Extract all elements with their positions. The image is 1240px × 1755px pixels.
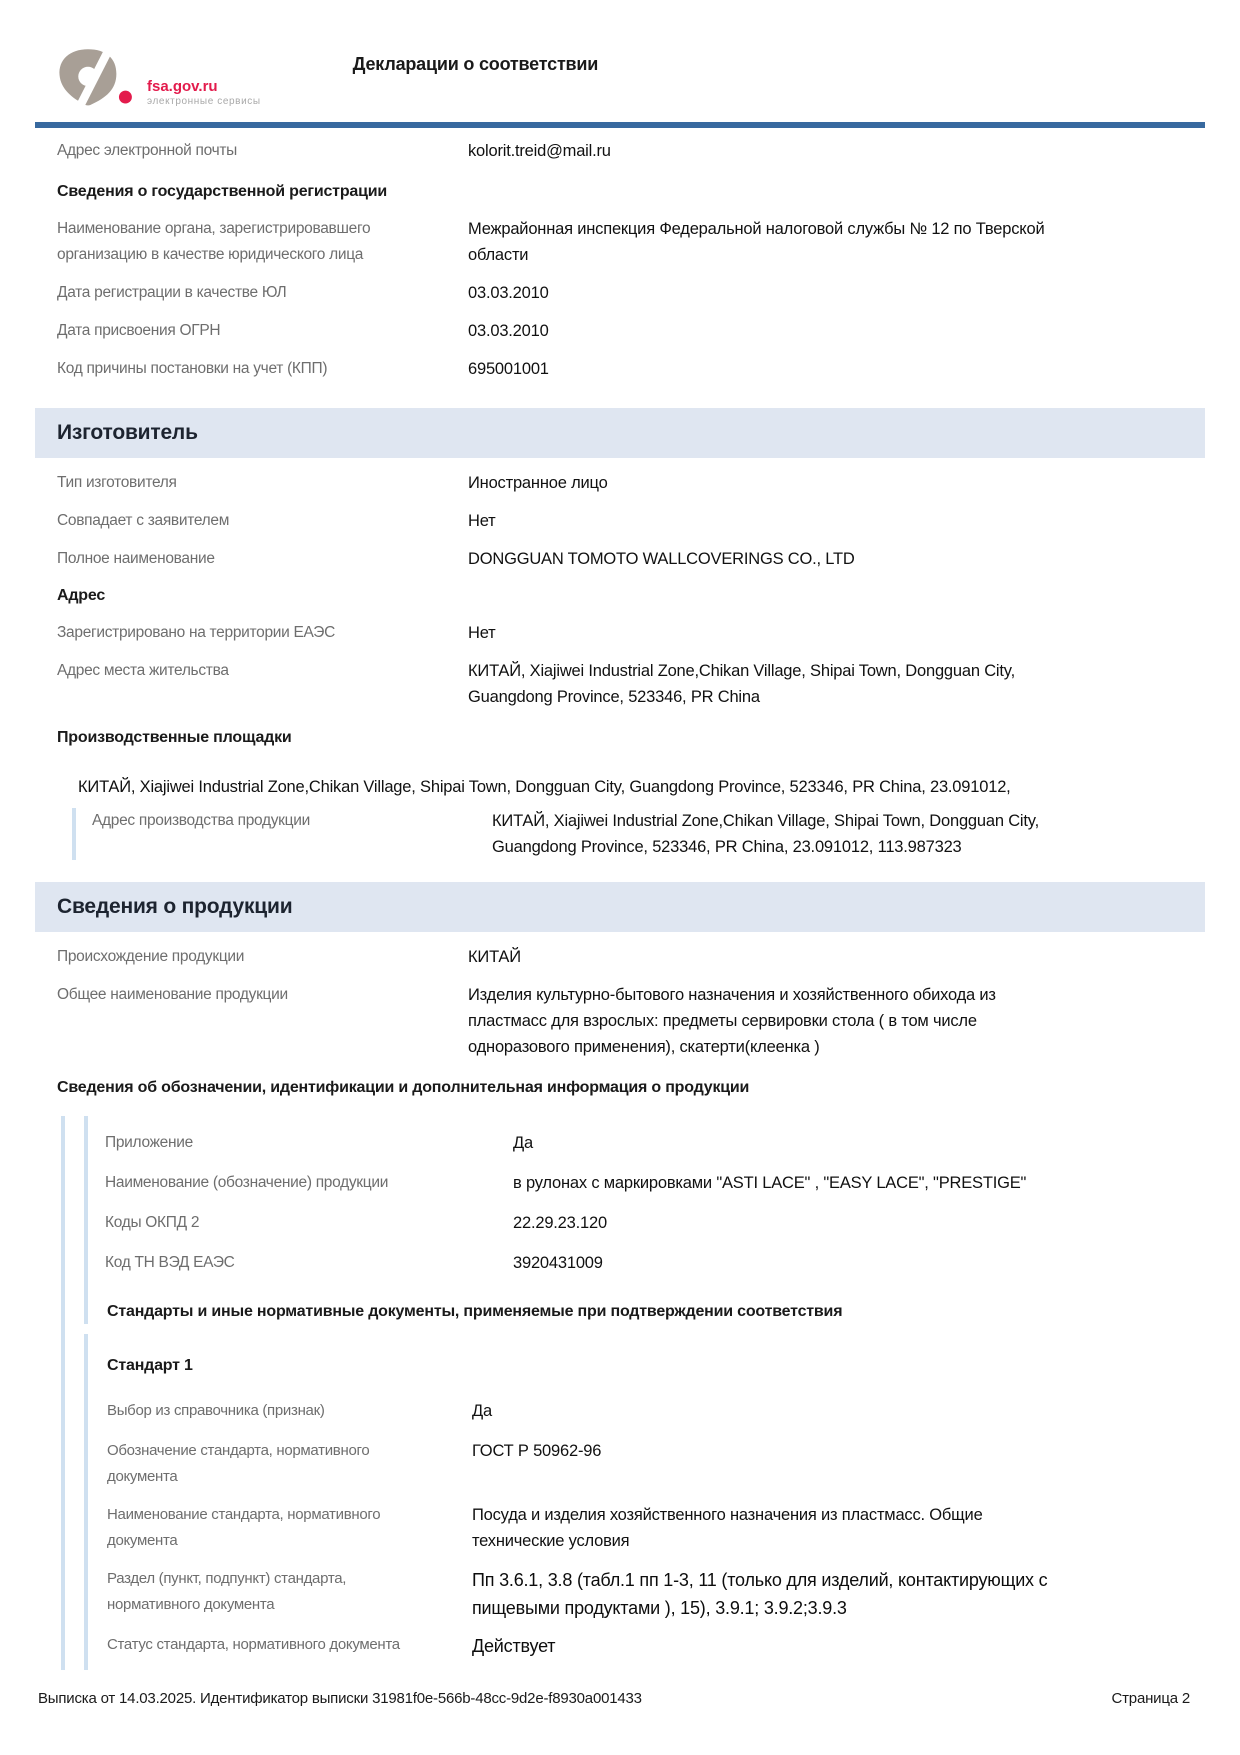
field-row bbox=[107, 1632, 1205, 1670]
page-header bbox=[53, 0, 1205, 112]
fsa-logo-icon bbox=[53, 48, 141, 110]
field-value: КИТАЙ, Xiajiwei Industrial Zone,Chikan Village, Shipai Town, Dongguan City, Guangdong Province, 523346, PR China, 23.091012, 113.987323 bbox=[492, 812, 1039, 856]
field-label: Код ТН ВЭД ЕАЭС bbox=[105, 1254, 235, 1271]
field-value: в рулонах с маркировками "ASTI LACE" , "EASY LACE", "PRESTIGE" bbox=[513, 1174, 1027, 1192]
page-title: Декларации о соответствии bbox=[352, 54, 599, 74]
standard-1-heading: Стандарт 1 bbox=[107, 1357, 193, 1374]
field-row bbox=[107, 1438, 1205, 1490]
standard-1-block bbox=[84, 1334, 1205, 1670]
field-label: Адрес производства продукции bbox=[92, 812, 310, 829]
field-label: Выбор из справочника (признак) bbox=[107, 1402, 325, 1419]
field-label: Дата присвоения ОГРН bbox=[57, 322, 221, 339]
page-number: Страница 2 bbox=[1111, 1690, 1190, 1707]
field-value: Нет bbox=[468, 512, 496, 530]
top-divider bbox=[35, 122, 1205, 128]
field-row bbox=[107, 1398, 1205, 1424]
field-value: Посуда и изделия хозяйственного назначения из пластмасс. Общие технические условия bbox=[472, 1506, 983, 1550]
field-label: Совпадает с заявителем bbox=[57, 512, 230, 529]
section-banner-title: Сведения о продукции bbox=[57, 895, 293, 918]
field-label: Адрес электронной почты bbox=[57, 142, 238, 159]
field-row bbox=[57, 470, 1205, 496]
field-value: 695001001 bbox=[468, 360, 549, 378]
field-label: Тип изготовителя bbox=[57, 474, 177, 491]
field-value: 22.29.23.120 bbox=[513, 1214, 607, 1232]
production-site-line: КИТАЙ, Xiajiwei Industrial Zone,Chikan Village, Shipai Town, Dongguan City, Guangdong Province, 523346, PR China, 23.091012, bbox=[78, 778, 1011, 796]
field-label: Общее наименование продукции bbox=[57, 986, 288, 1003]
field-row bbox=[107, 1502, 1205, 1554]
field-row bbox=[105, 1170, 1205, 1196]
field-label: Статус стандарта, нормативного документа bbox=[107, 1636, 400, 1653]
extract-info: Выписка от 14.03.2025. Идентификатор выписки 31981f0e-566b-48cc-9d2e-f8930a001433 bbox=[38, 1690, 642, 1707]
identification-rows bbox=[84, 1116, 1205, 1324]
fsa-logo bbox=[53, 48, 261, 110]
field-value: Пп 3.6.1, 3.8 (табл.1 пп 1-3, 11 (только для изделий, контактирующих с пищевыми продуктами ), 15), 3.9.1; 3.9.2;3.9.3 bbox=[472, 1570, 1048, 1618]
field-row bbox=[57, 658, 1205, 710]
field-label: Зарегистрировано на территории ЕАЭС bbox=[57, 624, 335, 641]
field-label: Наименование (обозначение) продукции bbox=[105, 1174, 389, 1191]
field-row bbox=[57, 982, 1205, 1060]
field-value: 03.03.2010 bbox=[468, 322, 549, 340]
field-row bbox=[57, 318, 1205, 344]
field-label: Полное наименование bbox=[57, 550, 215, 567]
field-value: ГОСТ Р 50962-96 bbox=[472, 1442, 602, 1460]
field-value: Да bbox=[472, 1402, 492, 1420]
field-row bbox=[57, 944, 1205, 970]
fsa-brand: fsa.gov.ru bbox=[147, 78, 218, 95]
field-label: Наименование стандарта, нормативного документа bbox=[107, 1506, 381, 1549]
field-label: Дата регистрации в качестве ЮЛ bbox=[57, 284, 287, 301]
state-registration-heading: Сведения о государственной регистрации bbox=[57, 183, 388, 200]
field-value: Изделия культурно-бытового назначения и хозяйственного обихода из пластмасс для взрослых: предметы сервировки стола ( в том числе одноразового применения), скатерти(клеенка ) bbox=[468, 986, 996, 1056]
field-row bbox=[57, 508, 1205, 534]
field-label: Приложение bbox=[105, 1134, 193, 1151]
fsa-logo-text bbox=[147, 79, 261, 110]
production-sites-heading: Производственные площадки bbox=[57, 729, 292, 746]
field-label: Наименование органа, зарегистрировавшего организацию в качестве юридического лица bbox=[57, 220, 371, 263]
field-value: Межрайонная инспекция Федеральной налоговой службы № 12 по Тверской области bbox=[468, 220, 1045, 264]
field-label: Код причины постановки на учет (КПП) bbox=[57, 360, 328, 377]
identification-heading: Сведения об обозначении, идентификации и дополнительная информация о продукции bbox=[57, 1079, 750, 1096]
field-value: Нет bbox=[468, 624, 496, 642]
field-row bbox=[57, 280, 1205, 306]
field-value: Действует bbox=[472, 1636, 556, 1656]
field-label: Обозначение стандарта, нормативного документа bbox=[107, 1442, 370, 1485]
field-value: Да bbox=[513, 1134, 533, 1152]
field-value: DONGGUAN TOMOTO WALLCOVERINGS CO., LTD bbox=[468, 550, 855, 568]
field-row bbox=[57, 546, 1205, 572]
field-row bbox=[57, 216, 1205, 268]
field-label: Происхождение продукции bbox=[57, 948, 245, 965]
field-row bbox=[107, 1566, 1205, 1622]
field-label: Коды ОКПД 2 bbox=[105, 1214, 200, 1231]
field-value: 03.03.2010 bbox=[468, 284, 549, 302]
manufacturer-section-banner bbox=[35, 408, 1205, 458]
standards-heading: Стандарты и иные нормативные документы, применяемые при подтверждении соответствия bbox=[107, 1303, 843, 1320]
field-row bbox=[57, 620, 1205, 646]
identification-block bbox=[61, 1116, 1205, 1670]
production-address-row bbox=[72, 808, 1205, 860]
field-row bbox=[105, 1210, 1205, 1236]
page-footer bbox=[38, 1690, 1190, 1707]
field-label: Адрес места жительства bbox=[57, 662, 229, 679]
field-value: 3920431009 bbox=[513, 1254, 603, 1272]
fsa-brand-subtitle: электронные сервисы bbox=[147, 96, 261, 107]
field-row bbox=[105, 1250, 1205, 1276]
email-value: kolorit.treid@mail.ru bbox=[468, 142, 611, 160]
field-value: КИТАЙ, Xiajiwei Industrial Zone,Chikan Village, Shipai Town, Dongguan City, Guangdong Province, 523346, PR China bbox=[468, 662, 1015, 706]
field-value: КИТАЙ bbox=[468, 948, 521, 966]
email-row bbox=[57, 138, 1205, 164]
field-row bbox=[57, 356, 1205, 382]
product-section-banner bbox=[35, 882, 1205, 932]
section-banner-title: Изготовитель bbox=[57, 421, 198, 444]
field-row bbox=[105, 1130, 1205, 1156]
field-value: Иностранное лицо bbox=[468, 474, 608, 492]
address-heading: Адрес bbox=[57, 587, 106, 604]
field-label: Раздел (пункт, подпункт) стандарта, нормативного документа bbox=[107, 1570, 347, 1613]
